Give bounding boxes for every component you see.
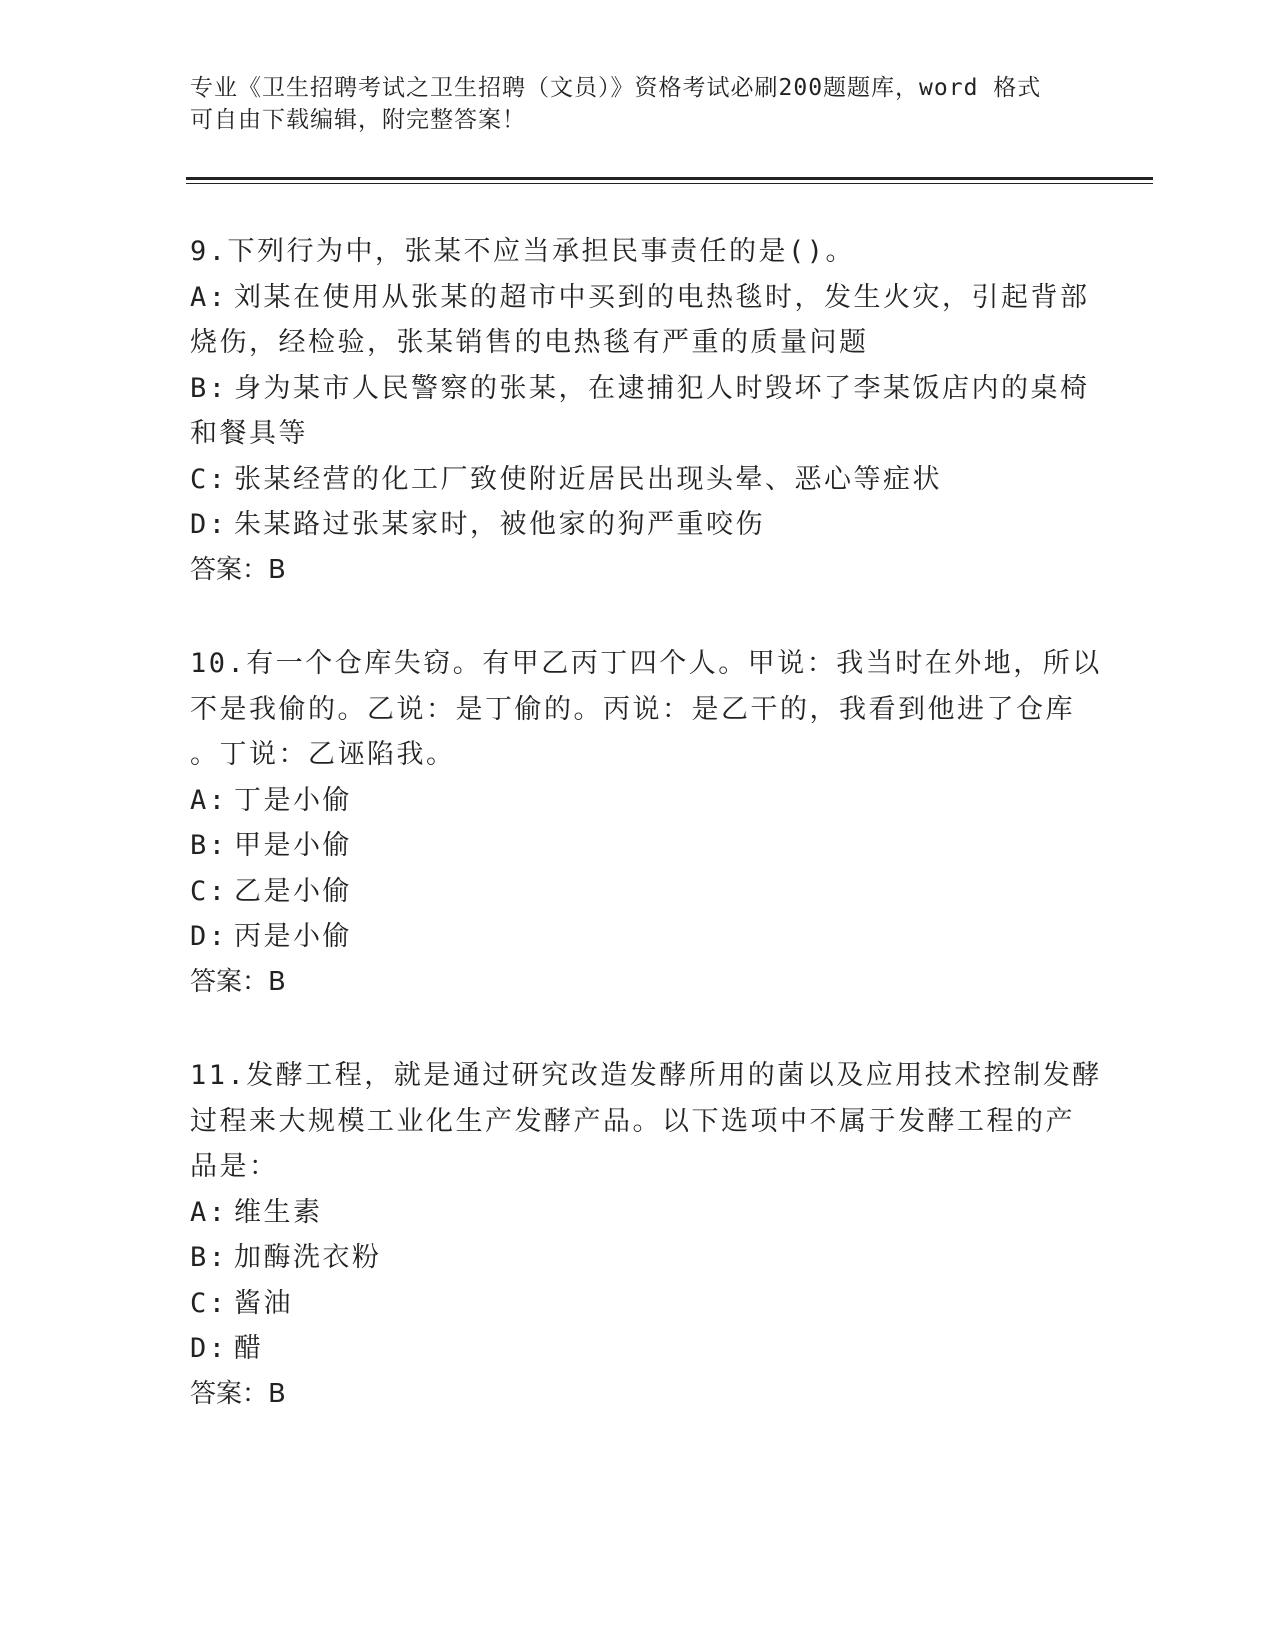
option-tag: B: (190, 830, 228, 861)
option-text: 张某经营的化工厂致使附近居民出现头晕、恶心等症状 (234, 463, 942, 495)
option-text: 加酶洗衣粉 (234, 1242, 382, 1273)
option-b (190, 366, 1090, 412)
question-11 (190, 1053, 1102, 1417)
option-c (190, 457, 1090, 503)
option-text: 丙是小偷 (234, 921, 352, 952)
option-a (190, 778, 1090, 824)
option-text: 身为某市人民警察的张某，在逮捕犯人时毁坏了李某饭店内的桌椅 (234, 372, 1090, 404)
option-b-continuation: 和餐具等 (190, 418, 308, 449)
option-a (190, 1190, 1090, 1236)
option-c (190, 1281, 1090, 1327)
option-tag: D: (190, 1333, 228, 1364)
answer: 答案：B (190, 554, 286, 585)
option-d (190, 502, 1090, 548)
question-stem-line: 10.有一个仓库失窃。有甲乙丙丁四个人。甲说：我当时在外地，所以 (190, 648, 1102, 679)
option-c (190, 869, 1090, 915)
question-stem-line: 品是： (190, 1151, 279, 1182)
option-d (190, 914, 1090, 960)
option-tag: B: (190, 1242, 228, 1273)
option-tag: A: (190, 1196, 228, 1228)
option-tag: D: (190, 921, 228, 952)
document-header (190, 72, 1090, 136)
question-stem-line: 11.发酵工程，就是通过研究改造发酵所用的菌以及应用技术控制发酵 (190, 1060, 1102, 1091)
answer: 答案：B (190, 966, 286, 997)
header-line-1: 专业《卫生招聘考试之卫生招聘（文员）》资格考试必刷200题题库，word 格式 (190, 75, 1042, 101)
option-text: 乙是小偷 (234, 875, 352, 907)
question-stem-line: 9.下列行为中，张某不应当承担民事责任的是()。 (190, 236, 856, 267)
option-text: 酱油 (234, 1287, 293, 1319)
header-line-2: 可自由下载编辑，附完整答案！ (190, 107, 526, 133)
option-text: 丁是小偷 (234, 784, 352, 816)
header-divider-thick (186, 177, 1153, 180)
option-text: 醋 (234, 1333, 264, 1364)
option-tag: A: (190, 281, 228, 313)
answer: 答案：B (190, 1378, 286, 1409)
option-a (190, 275, 1090, 321)
option-tag: C: (190, 875, 228, 907)
option-tag: C: (190, 1287, 228, 1319)
header-divider-thin (186, 183, 1153, 184)
question-10 (190, 641, 1102, 1005)
option-text: 朱某路过张某家时，被他家的狗严重咬伤 (234, 509, 765, 540)
option-tag: A: (190, 784, 228, 816)
option-b (190, 1235, 1090, 1281)
option-tag: B: (190, 372, 228, 404)
option-text: 维生素 (234, 1196, 323, 1228)
option-text: 甲是小偷 (234, 830, 352, 861)
option-a-continuation: 烧伤，经检验，张某销售的电热毯有严重的质量问题 (190, 327, 869, 358)
question-stem-line: 不是我偷的。乙说：是丁偷的。丙说：是乙干的，我看到他进了仓库 (190, 693, 1075, 725)
option-tag: D: (190, 509, 228, 540)
option-b (190, 823, 1090, 869)
option-text: 刘某在使用从张某的超市中买到的电热毯时，发生火灾，引起背部 (234, 281, 1090, 313)
option-tag: C: (190, 463, 228, 495)
question-9 (190, 229, 1090, 593)
question-stem-line: 过程来大规模工业化生产发酵产品。以下选项中不属于发酵工程的产 (190, 1105, 1075, 1137)
question-stem-line: 。丁说：乙诬陷我。 (190, 739, 456, 770)
option-d (190, 1326, 1090, 1372)
